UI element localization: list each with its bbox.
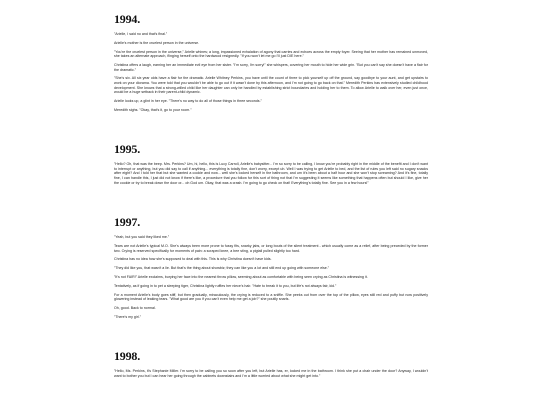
- paragraph: "Yeah, but you said they liked me.": [114, 235, 170, 240]
- paragraph: "You're the cruelest person in the universe," Arielle whines; a long, impassioned exhalation of agony that carries and echoes across the empty foyer. Seeing that her mother has remained unmoved, she takes an alternate approach, flinging herself onto the hardwood resignedly. "If you won't let me go I'll just DIE here.": [114, 49, 428, 59]
- paragraph: "She's six. All six year olds have a flair for the dramatic. Arielle Whitney Perkins, you have until the count of three to pick yourself up off the ground, say goodbye to your aunt, and get upstairs to work on your diorama. You were told that you wouldn't be able to go out if it wasn't done by this afternoon, and I'm not going to go back on that." Meredith Perkins has extensively studied childhood development. She knows that a strong-willed child like her daughter can only be handled by establishing strict boundaries and holding her to them. To allow Arielle to walk over her, even just once, would be a huge setback in their parent-child dynamic.: [114, 76, 428, 95]
- story-section: [114, 215, 428, 319]
- paragraph: "There's my girl.": [114, 314, 142, 319]
- paragraph: Arielle looks up, a glint in her eye. "There's no way to do all of those things in three seconds.": [114, 98, 262, 103]
- paragraph: "They did like you, that wasn't a lie. But that's the thing about showbiz; they can like you a lot and still end up going with someone else.": [114, 266, 330, 271]
- paragraph: Tears are not Arielle's typical M.O. She's always been more prone to fussy fits, snarky jabs, or long bouts of the silent treatment - which usually come as a relief, after being preceded by the former two. Crying is reserved specifically for moments of pain: a scraped knee, a bee sting, a pigtail pulled slightly too hard.: [114, 244, 428, 253]
- section-year-heading: 1995.: [114, 142, 141, 157]
- paragraph: Oh, good. Back to normal.: [114, 305, 156, 310]
- story-section: [114, 349, 428, 378]
- section-year-heading: 1997.: [114, 215, 141, 230]
- paragraph: "Hello? Oh, that was the beep. Mrs. Perkins? Um, hi, hello, this is Lucy Carroll, Arielle's babysitter... I'm so sorry to be calling, I know you're probably right in the middle of the benefit and I don't want to interrupt or anything, but you did say to call if anything... everything is totally fine, don't worry, except uh. Well I was trying to get Arielle to bed, and the list of rules you left said no sugary snacks after eight? And I told her that but she wanted a cookie and now... well she's locked herself in the bathroom, and um it's been about a half hour and she won't stop screaming? And it's fine, totally fine, I can handle this, I just did not know if there's like, a procedure that you follow for this sort of thing not that I'm suggesting it seems like something that happens often but should I like, give her the cookie or try to break down the door or... oh God um. Okay, that was a crash. I'm going to go check on that! Everything's totally fine. See you in a few hours!": [114, 162, 428, 185]
- paragraph: Tentatively, as if going in to pet a sleeping tiger, Christina lightly ruffles her niece's hair. "Hate to break it to you, but life's not always fair, kid.": [114, 283, 337, 288]
- paragraph: "It's not FAIR!" Arielle exclaims, burying her face into the nearest throw pillow, seeming about as comfortable with being seen crying as Christina is witnessing it.: [114, 274, 368, 279]
- paragraph: Christina has no idea how she's supposed to deal with this. This is why Christina doesn't have kids.: [114, 257, 272, 262]
- story-content: [114, 12, 428, 405]
- paragraph: Meredith sighs. "Okay, that's it, go to your room.": [114, 107, 192, 112]
- section-year-heading: 1994.: [114, 12, 141, 26]
- paragraph: "Hello, Ms. Perkins, it's Stephanie Miller. I'm sorry to be calling you so soon after you left, but Arielle has, er, locked me in the bathroom. I think she put a chair under the door? Anyway, I wouldn't want to bother you but I can hear her going through the cabinets downstairs and I'm a little worried about what she might get into.": [114, 369, 428, 378]
- story-section: [114, 142, 428, 185]
- paragraph: For a moment Arielle's body goes stiff, but then gradually, miraculously, the crying is reduced to a sniffle. She peeks out from over the top of the pillow, eyes still red and puffy but now positively glowering instead of leaking tears. "What good are you if you can't even help me get a job?" she poutily snarls.: [114, 292, 428, 302]
- paragraph: Christina offers a laugh, earning her an immediate evil eye from her sister. "I'm sorry, I'm sorry!" she whispers, covering her mouth to hide her wide grin. "But you can't say she doesn't have a flair for the dramatic.": [114, 62, 428, 72]
- section-year-heading: 1998.: [114, 349, 141, 364]
- paragraph: "Arielle, I said no and that's final.": [114, 32, 168, 36]
- story-section: [114, 12, 428, 112]
- paragraph: Arielle's mother is the cruelest person in the universe.: [114, 40, 200, 45]
